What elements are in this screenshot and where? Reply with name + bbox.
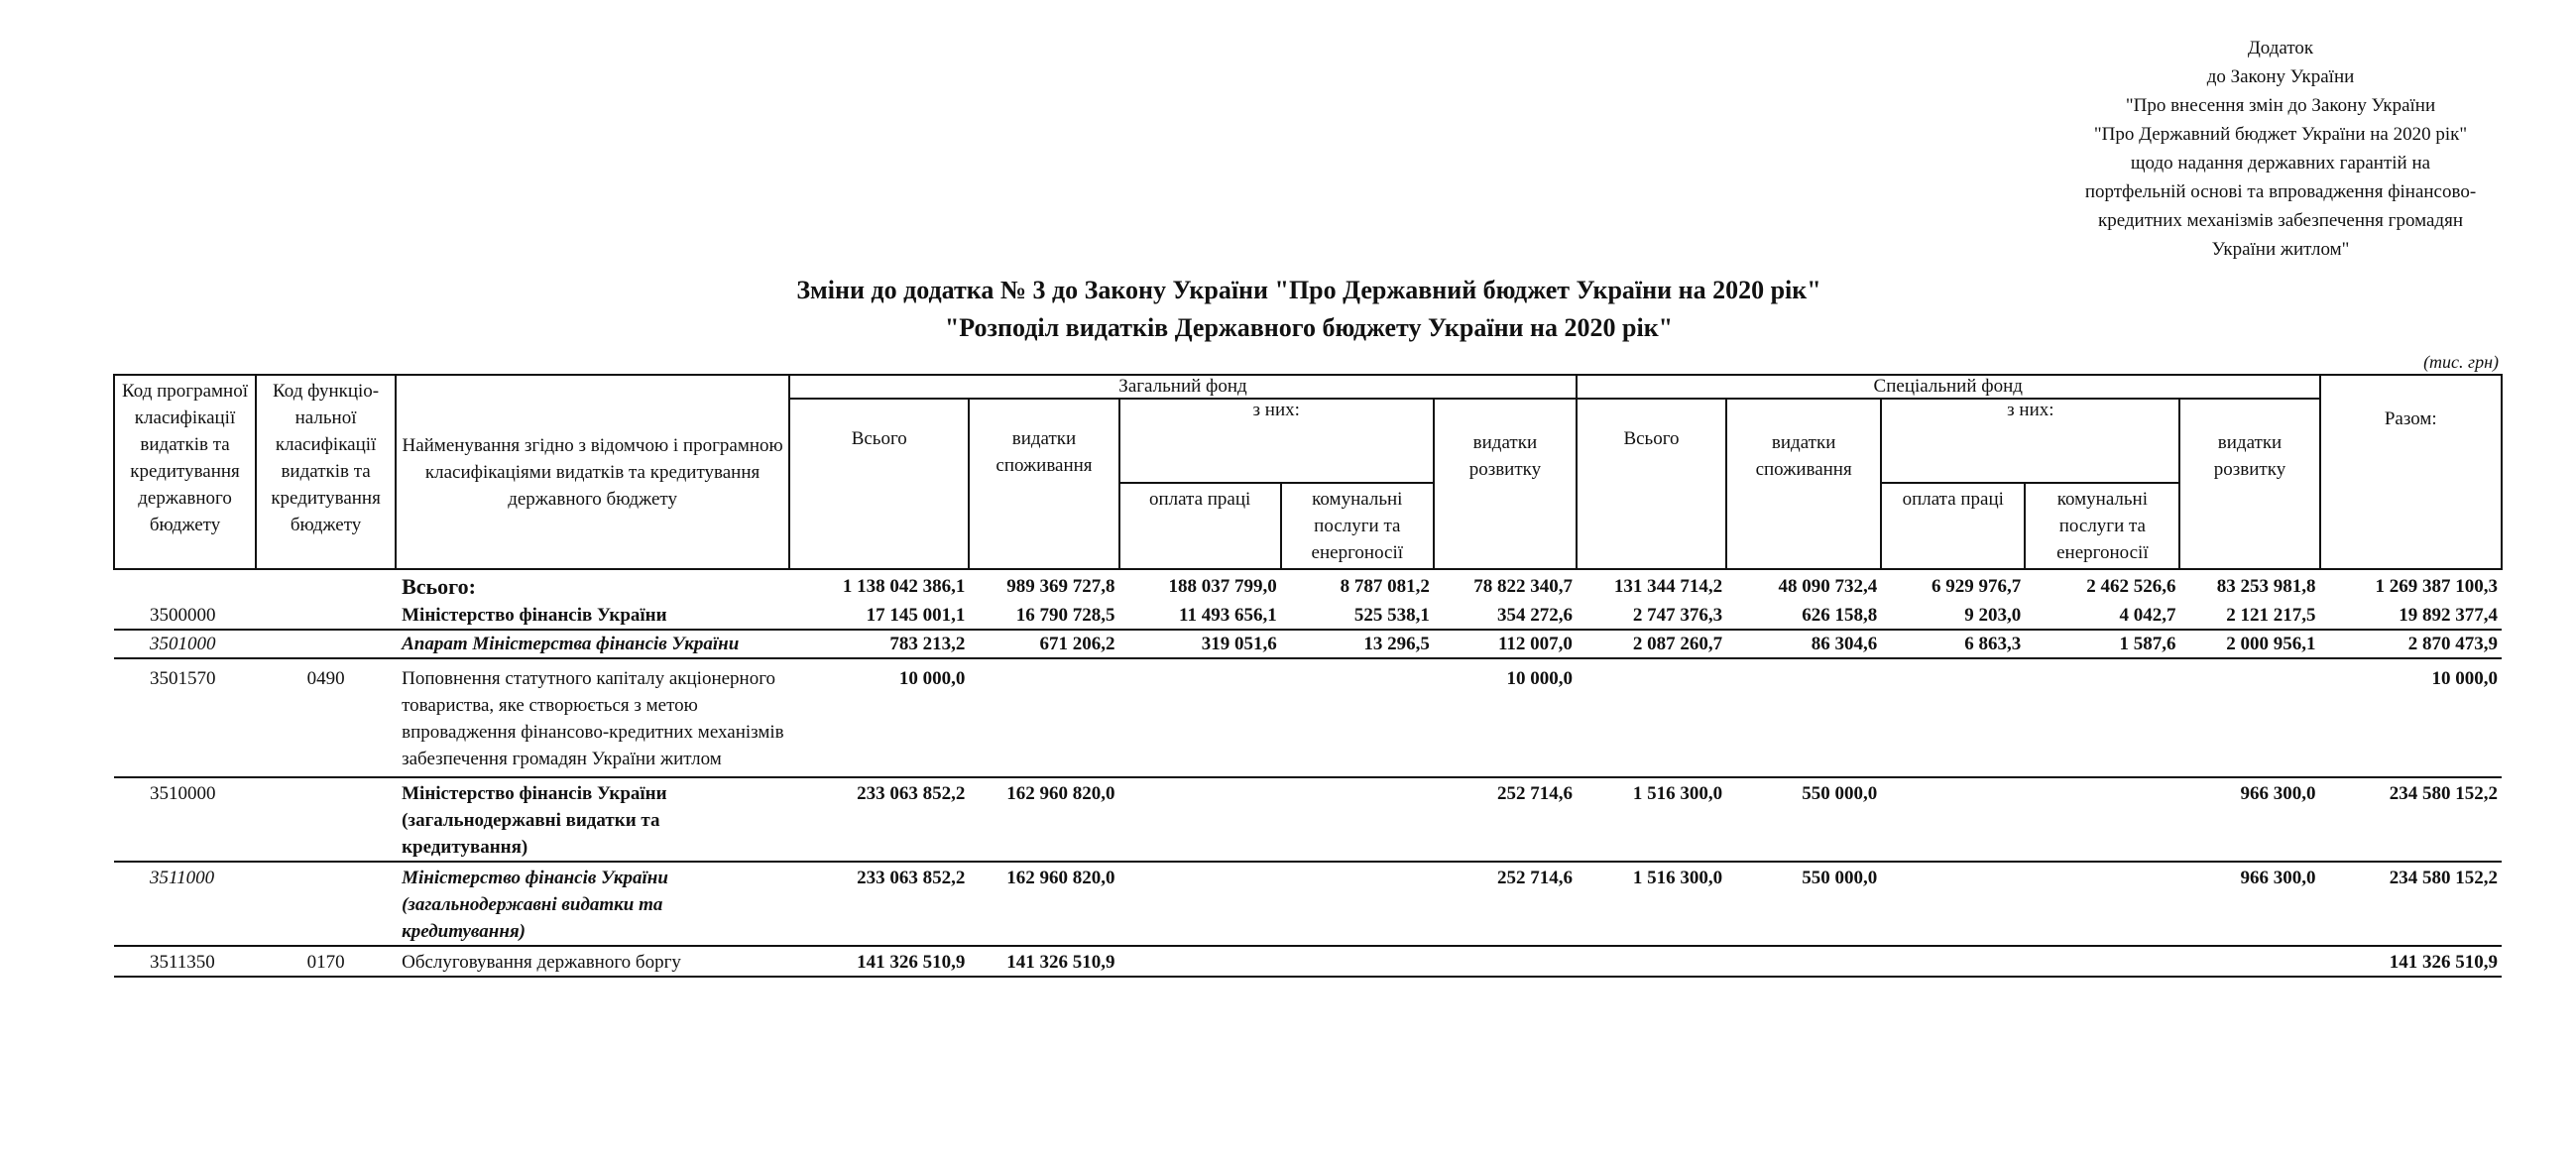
- header-general-salary: оплата праці: [1119, 483, 1281, 569]
- cell-g-dev: 10 000,0: [1434, 658, 1577, 777]
- appendix-line: портфельній основі та впровадження фінансово-: [2084, 181, 2477, 202]
- cell-s-total: 2 087 260,7: [1577, 630, 1726, 658]
- cell-g-util: [1281, 946, 1434, 977]
- cell-name: Поповнення статутного капіталу акціонерного товариства, яке створюється з метою впровадження фінансово-кредитних механізмів забезпечення громадян України житлом: [396, 658, 789, 777]
- cell-func: [256, 777, 396, 862]
- cell-s-sal: [1881, 946, 2025, 977]
- cell-s-total: [1577, 658, 1726, 777]
- cell-sum: 1 269 387 100,3: [2320, 569, 2502, 602]
- cell-func: [256, 569, 396, 602]
- cell-g-dev: 252 714,6: [1434, 862, 1577, 946]
- cell-name: Міністерство фінансів України (загальнодержавні видатки та кредитування): [396, 777, 789, 862]
- cell-name: Апарат Міністерства фінансів України: [396, 630, 789, 658]
- cell-g-util: 13 296,5: [1281, 630, 1434, 658]
- cell-s-sal: [1881, 862, 2025, 946]
- header-special-of-which: з них:: [1881, 399, 2179, 483]
- cell-g-util: 8 787 081,2: [1281, 569, 1434, 602]
- cell-g-total: 783 213,2: [789, 630, 969, 658]
- cell-code: 3511000: [114, 862, 256, 946]
- cell-s-dev: 2 121 217,5: [2179, 602, 2319, 630]
- cell-code: [114, 569, 256, 602]
- cell-code: 3511350: [114, 946, 256, 977]
- cell-name: Міністерство фінансів України: [396, 602, 789, 630]
- cell-s-sal: 6 863,3: [1881, 630, 2025, 658]
- cell-s-total: 2 747 376,3: [1577, 602, 1726, 630]
- title-line-1: Зміни до додатка № 3 до Закону України "Про Державний бюджет України на 2020 рік": [796, 276, 1821, 304]
- header-general-development: видатки розвитку: [1434, 399, 1577, 569]
- cell-g-sal: [1119, 946, 1281, 977]
- cell-name: Обслуговування державного боргу: [396, 946, 789, 977]
- document-title: [0, 272, 2576, 347]
- budget-table: [113, 374, 2503, 978]
- cell-s-dev: 966 300,0: [2179, 777, 2319, 862]
- cell-s-sal: 6 929 976,7: [1881, 569, 2025, 602]
- cell-g-dev: 354 272,6: [1434, 602, 1577, 630]
- cell-s-dev: 83 253 981,8: [2179, 569, 2319, 602]
- appendix-line: України житлом": [2211, 239, 2350, 260]
- cell-s-sal: [1881, 777, 2025, 862]
- appendix-line: Додаток: [2247, 38, 2314, 58]
- cell-s-dev: [2179, 946, 2319, 977]
- header-special-total: Всього: [1577, 399, 1726, 569]
- cell-g-dev: 112 007,0: [1434, 630, 1577, 658]
- cell-name: Міністерство фінансів України (загальнодержавні видатки та кредитування): [396, 862, 789, 946]
- cell-s-dev: 2 000 956,1: [2179, 630, 2319, 658]
- header-general-fund: Загальний фонд: [789, 375, 1577, 399]
- header-general-utilities: комунальні послуги та енергоносії: [1281, 483, 1434, 569]
- cell-g-cons: 16 790 728,5: [969, 602, 1118, 630]
- cell-s-sal: 9 203,0: [1881, 602, 2025, 630]
- header-row-1: [114, 375, 2502, 399]
- cell-g-sal: 319 051,6: [1119, 630, 1281, 658]
- table-row: [114, 946, 2502, 977]
- cell-g-total: 10 000,0: [789, 658, 969, 777]
- appendix-line: "Про Державний бюджет України на 2020 рік": [2093, 124, 2468, 145]
- cell-g-util: 525 538,1: [1281, 602, 1434, 630]
- cell-sum: 234 580 152,2: [2320, 777, 2502, 862]
- cell-sum: 19 892 377,4: [2320, 602, 2502, 630]
- header-name: Найменування згідно з відомчою і програмною класифікаціями видатків та кредитування державного бюджету: [396, 375, 789, 569]
- header-general-consumption: видатки споживання: [969, 399, 1118, 569]
- header-general-of-which: з них:: [1119, 399, 1434, 483]
- cell-s-util: 1 587,6: [2025, 630, 2179, 658]
- cell-name: Всього:: [396, 569, 789, 602]
- cell-g-total: 233 063 852,2: [789, 862, 969, 946]
- cell-g-total: 233 063 852,2: [789, 777, 969, 862]
- cell-code: 3501000: [114, 630, 256, 658]
- table-row: [114, 602, 2502, 630]
- cell-g-dev: 78 822 340,7: [1434, 569, 1577, 602]
- cell-func: 0490: [256, 658, 396, 777]
- cell-s-cons: 626 158,8: [1726, 602, 1881, 630]
- header-general-total: Всього: [789, 399, 969, 569]
- cell-g-sal: 11 493 656,1: [1119, 602, 1281, 630]
- table-row-total: [114, 569, 2502, 602]
- cell-s-util: 4 042,7: [2025, 602, 2179, 630]
- cell-s-cons: 550 000,0: [1726, 777, 1881, 862]
- cell-s-util: [2025, 658, 2179, 777]
- cell-s-sal: [1881, 658, 2025, 777]
- cell-func: [256, 630, 396, 658]
- table-row: [114, 630, 2502, 658]
- cell-g-util: [1281, 658, 1434, 777]
- appendix-line: щодо надання державних гарантій на: [2130, 153, 2431, 174]
- cell-code: 3500000: [114, 602, 256, 630]
- cell-s-cons: [1726, 946, 1881, 977]
- appendix-note: [2023, 34, 2538, 264]
- cell-g-dev: 252 714,6: [1434, 777, 1577, 862]
- cell-g-cons: 671 206,2: [969, 630, 1118, 658]
- cell-s-total: 1 516 300,0: [1577, 777, 1726, 862]
- cell-s-cons: [1726, 658, 1881, 777]
- cell-s-util: [2025, 946, 2179, 977]
- cell-g-cons: 989 369 727,8: [969, 569, 1118, 602]
- cell-g-sal: [1119, 777, 1281, 862]
- appendix-line: "Про внесення змін до Закону України: [2125, 95, 2436, 116]
- cell-sum: 141 326 510,9: [2320, 946, 2502, 977]
- cell-g-sal: [1119, 658, 1281, 777]
- header-func-code: Код функціо-нальної класифікації видатків та кредитування бюджету: [256, 375, 396, 569]
- appendix-line: до Закону України: [2206, 66, 2355, 87]
- cell-g-util: [1281, 777, 1434, 862]
- title-line-2: "Розподіл видатків Державного бюджету України на 2020 рік": [944, 313, 1674, 342]
- cell-s-cons: 86 304,6: [1726, 630, 1881, 658]
- cell-func: 0170: [256, 946, 396, 977]
- cell-g-sal: [1119, 862, 1281, 946]
- cell-func: [256, 862, 396, 946]
- cell-g-cons: [969, 658, 1118, 777]
- table-row: [114, 777, 2502, 862]
- cell-s-total: 131 344 714,2: [1577, 569, 1726, 602]
- header-program-code: Код програмної класифікації видатків та кредитування державного бюджету: [114, 375, 256, 569]
- cell-code: 3510000: [114, 777, 256, 862]
- cell-g-cons: 141 326 510,9: [969, 946, 1118, 977]
- cell-s-util: [2025, 862, 2179, 946]
- cell-g-cons: 162 960 820,0: [969, 777, 1118, 862]
- header-special-salary: оплата праці: [1881, 483, 2025, 569]
- header-special-consumption: видатки споживання: [1726, 399, 1881, 569]
- cell-s-dev: [2179, 658, 2319, 777]
- cell-g-total: 141 326 510,9: [789, 946, 969, 977]
- cell-g-dev: [1434, 946, 1577, 977]
- cell-g-util: [1281, 862, 1434, 946]
- cell-s-cons: 48 090 732,4: [1726, 569, 1881, 602]
- header-special-fund: Спеціальний фонд: [1577, 375, 2320, 399]
- units-label: (тис. грн): [2423, 352, 2499, 372]
- cell-s-total: [1577, 946, 1726, 977]
- cell-g-total: 1 138 042 386,1: [789, 569, 969, 602]
- cell-g-cons: 162 960 820,0: [969, 862, 1118, 946]
- cell-s-total: 1 516 300,0: [1577, 862, 1726, 946]
- cell-sum: 234 580 152,2: [2320, 862, 2502, 946]
- appendix-line: кредитних механізмів забезпечення громадян: [2097, 210, 2464, 231]
- cell-code: 3501570: [114, 658, 256, 777]
- cell-sum: 10 000,0: [2320, 658, 2502, 777]
- table-row: [114, 862, 2502, 946]
- cell-sum: 2 870 473,9: [2320, 630, 2502, 658]
- cell-s-util: 2 462 526,6: [2025, 569, 2179, 602]
- table-row: [114, 658, 2502, 777]
- cell-s-cons: 550 000,0: [1726, 862, 1881, 946]
- cell-g-total: 17 145 001,1: [789, 602, 969, 630]
- header-grand-total: Разом:: [2320, 375, 2502, 569]
- cell-s-util: [2025, 777, 2179, 862]
- cell-func: [256, 602, 396, 630]
- header-special-development: видатки розвитку: [2179, 399, 2319, 569]
- cell-g-sal: 188 037 799,0: [1119, 569, 1281, 602]
- cell-s-dev: 966 300,0: [2179, 862, 2319, 946]
- header-special-utilities: комунальні послуги та енергоносії: [2025, 483, 2179, 569]
